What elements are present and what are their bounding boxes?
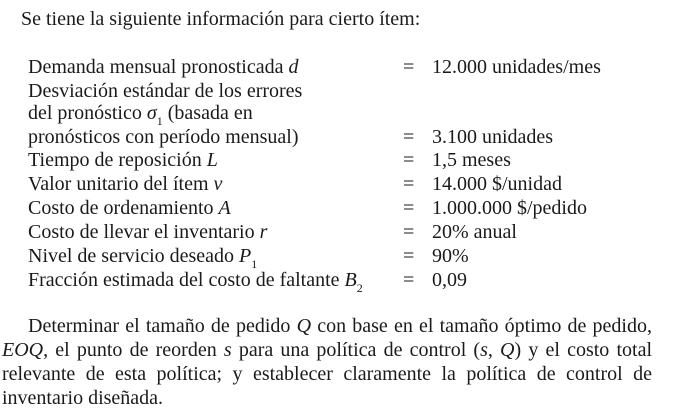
equals-sign: = xyxy=(403,56,415,78)
symbol: Q xyxy=(296,315,312,337)
row-stddev-value: 3.100 unidades xyxy=(432,126,554,148)
row-leadtime-label xyxy=(28,148,218,172)
label-text: Costo de llevar el inventario xyxy=(28,221,260,243)
label-text: Nivel de servicio deseado xyxy=(28,245,240,267)
row-unitvalue-value: 14.000 $/unidad xyxy=(432,173,562,195)
equals-sign: = xyxy=(403,173,415,195)
text: para una política de control ( xyxy=(231,339,481,361)
symbol: s xyxy=(223,339,232,361)
label-text: Costo de ordenamiento xyxy=(28,197,219,219)
row-shortagecost-label xyxy=(28,268,363,295)
label-text: Valor unitario del ítem xyxy=(28,173,214,195)
equals-sign: = xyxy=(403,245,415,267)
subscript: 1 xyxy=(251,257,258,271)
row-ordercost-value: 1.000.000 $/pedido xyxy=(432,197,587,219)
row-leadtime-value: 1,5 meses xyxy=(432,149,511,171)
row-holdingcost-value: 20% anual xyxy=(432,221,517,243)
label-text: del pronóstico xyxy=(28,102,147,124)
label-text: Demanda mensual pronosticada xyxy=(28,56,289,78)
row-unitvalue-label xyxy=(28,172,222,196)
label-text: Tiempo de reposición xyxy=(28,149,207,171)
label-text: (basada en xyxy=(162,102,253,124)
row-demand-label xyxy=(28,55,298,79)
text: , xyxy=(487,339,501,361)
text: con base en el tamaño óptimo de pedido, xyxy=(311,315,652,337)
text: , el punto de reorden xyxy=(43,339,224,361)
text: ) y el costo total relevante de esta política; y establecer claramente la política de control de inventario diseñada. xyxy=(2,339,652,409)
row-servicelevel-label xyxy=(28,244,258,271)
equals-sign: = xyxy=(403,149,415,171)
symbol: Q xyxy=(500,339,515,361)
symbol: A xyxy=(218,197,231,219)
row-demand-value: 12.000 unidades/mes xyxy=(432,56,601,78)
symbol: P xyxy=(239,245,252,267)
symbol: s xyxy=(480,339,488,361)
row-stddev-label-line1: Desviación estándar de los errores xyxy=(28,80,303,102)
symbol: v xyxy=(213,173,223,195)
row-ordercost-label xyxy=(28,196,231,220)
task-paragraph xyxy=(2,314,652,410)
row-stddev-label-line3: pronósticos con período mensual) xyxy=(28,126,299,148)
symbol: L xyxy=(206,149,218,171)
symbol: EOQ xyxy=(2,339,44,361)
symbol: B xyxy=(344,269,357,291)
row-holdingcost-label xyxy=(28,220,267,244)
subscript: 1 xyxy=(156,114,163,128)
symbol: r xyxy=(259,221,268,243)
row-stddev-label-line2 xyxy=(28,101,253,128)
symbol: d xyxy=(288,56,299,78)
text: Determinar el tamaño de pedido xyxy=(28,315,297,337)
label-text: Fracción estimada del costo de faltante xyxy=(28,269,345,291)
intro-text: Se tiene la siguiente información para cierto ítem: xyxy=(21,8,421,30)
equals-sign: = xyxy=(403,126,415,148)
row-servicelevel-value: 90% xyxy=(432,245,469,267)
row-shortagecost-value: 0,09 xyxy=(432,269,467,291)
sigma-symbol: σ xyxy=(146,102,157,124)
equals-sign: = xyxy=(403,197,415,219)
equals-sign: = xyxy=(403,269,415,291)
equals-sign: = xyxy=(403,221,415,243)
subscript: 2 xyxy=(356,281,363,295)
